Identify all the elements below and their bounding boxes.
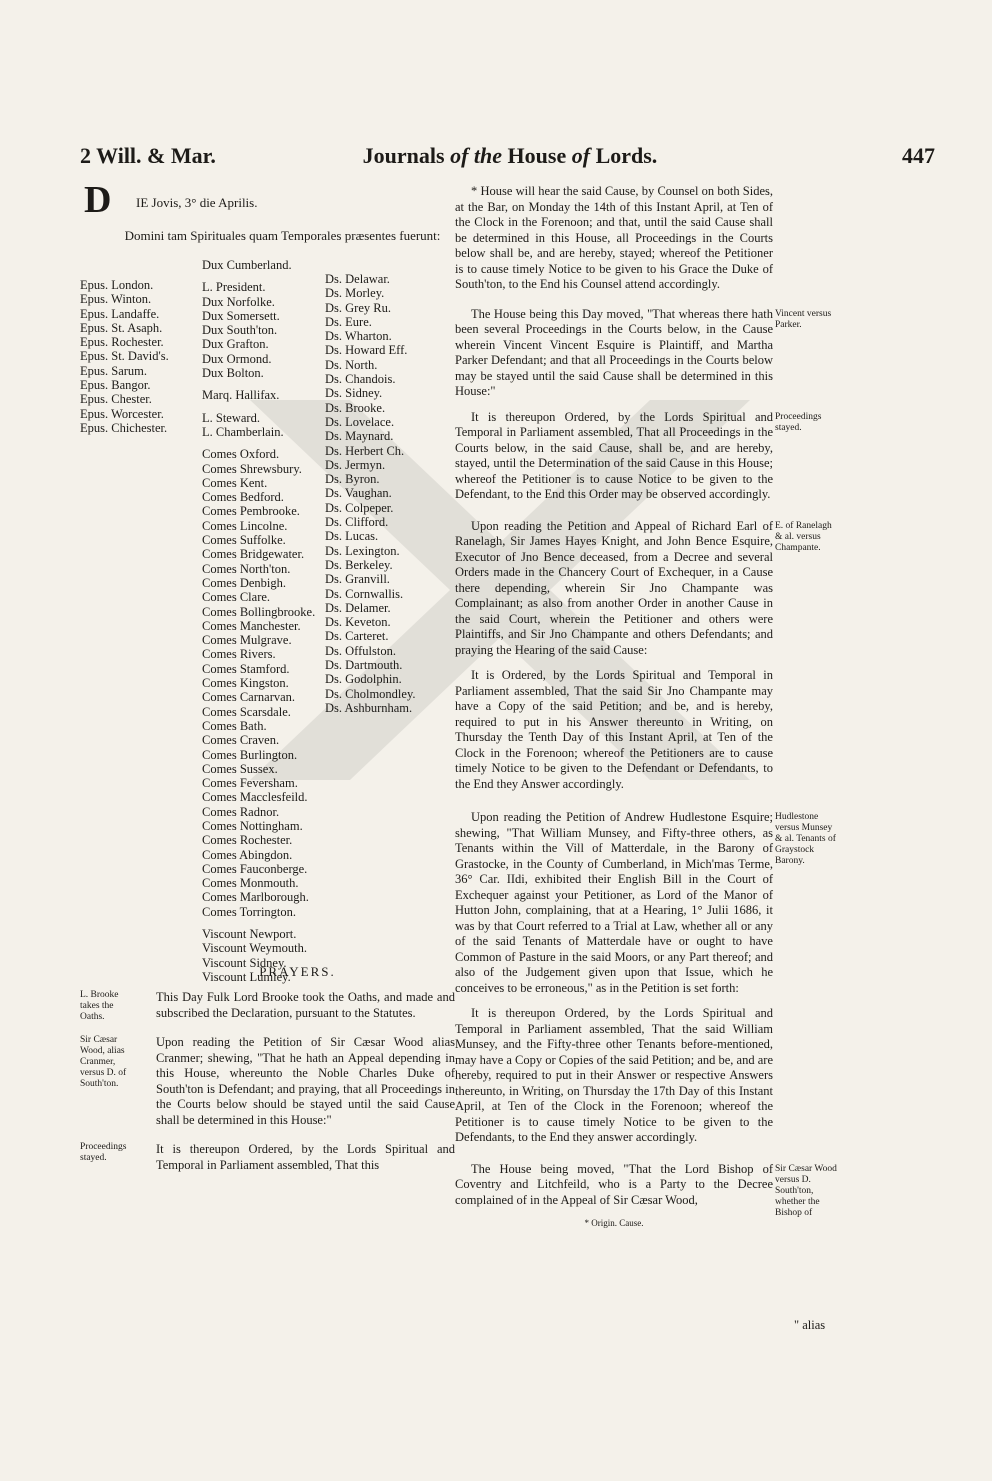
entry-paragraph: It is thereupon Ordered, by the Lords Spiritual and Temporal in Parliament assembled, That all Proceedings in the Courts below, in the said Cause, shall be, and are hereby, stayed, until the Determination of the said Cause in this House; whereof the Petitioner is to cause Notice to be given to the Defendant, to the End this Order may be observed accordingly. (455, 409, 773, 501)
peer-earl: Comes Nottingham. (202, 818, 303, 833)
header-title-house: House (507, 143, 567, 168)
peer-duke: Dux Grafton. (202, 337, 269, 352)
peer-baron: Ds. Grey Ru. (325, 300, 391, 315)
margin-note: Proceedings stayed. (775, 411, 822, 433)
peer-viscount: Viscount Newport. (202, 927, 297, 942)
peer-baron: Ds. Wharton. (325, 329, 392, 344)
peer-baron: Ds. North. (325, 357, 378, 372)
peer-baron: Ds. Delawar. (325, 272, 390, 286)
peer-baron: Ds. Cornwallis. (325, 586, 404, 601)
peer-baron: Ds. Dartmouth. (325, 658, 403, 673)
peer-duke: L. President. (202, 280, 266, 295)
peer-duke: L. Chamberlain. (202, 424, 284, 439)
peer-earl: Comes Denbigh. (202, 575, 287, 590)
entry-paragraph: The House being moved, "That the Lord Bishop of Coventry and Litchfeild, who is a Party to the Decree complained of in the Appeal of Sir Cæsar Wood, (455, 1161, 773, 1207)
right-column (455, 184, 837, 1228)
peer-baron: Ds. Herbert Ch. (325, 443, 405, 458)
peer-viscount: Viscount Sidney. (202, 955, 287, 970)
peer-baron: Ds. Howard Eff. (325, 343, 408, 358)
peer-baron: Ds. Cholmondley. (325, 686, 416, 701)
catchword: " alias (794, 1318, 826, 1332)
entry-text: This Day Fulk Lord Brooke took the Oaths, and made and subscribed the Declaration, pursuant to the Statutes. (156, 990, 455, 1020)
right-entry (455, 184, 773, 293)
gap (202, 403, 315, 411)
peer-duke: L. Steward. (202, 410, 260, 425)
peer-baron: Ds. Berkeley. (325, 557, 393, 572)
peer-baron: Ds. Colpeper. (325, 500, 394, 515)
peer-baron: Ds. Eure. (325, 314, 372, 329)
barons-column (325, 272, 416, 715)
peer-baron: Ds. Lovelace. (325, 414, 395, 429)
peer-baron: Ds. Godolphin. (325, 672, 402, 687)
drop-cap: D (84, 179, 112, 221)
peer-earl: Comes Suffolke. (202, 533, 286, 548)
entry-paragraph: Upon reading the Petition and Appeal of Richard Earl of Ranelagh, Sir James Hayes Knight, and John Bence Esquire, Executor of Jno Bence deceased, from a Decree and several Orders made in the Chancery Court of Exchequer, in a Cause there depending, wherein Sir Jno Champante was Complainant; as also from another Order in another Cause in the said Court, wherein the Petitioner and others were Plaintiffs, and Sir Jno Champante and others Defendants; and praying the Hearing of the said Cause: (455, 518, 773, 657)
margin-note: L. Brooke takes the Oaths. (80, 990, 119, 1022)
prayers-heading: PRAYERS. (259, 964, 336, 979)
peer-earl: Comes Carnarvan. (202, 690, 296, 705)
peer-earl: Comes Scarsdale. (202, 704, 291, 719)
margin-note: Hudlestone versus Munsey & al. Tenants of Graystock Barony. (775, 812, 836, 866)
dateline (84, 179, 455, 222)
peer-baron: Ds. Keveton. (325, 615, 391, 630)
peer-duke: Dux Ormond. (202, 351, 272, 366)
peer-earl: Comes Lincolne. (202, 518, 288, 533)
peer-earl: Comes Kingston. (202, 676, 289, 691)
peer-viscount: Viscount Weymouth. (202, 941, 307, 956)
peer-bishop: Epus. Rochester. (80, 335, 164, 350)
right-entry (455, 1161, 837, 1218)
peer-bishop: Epus. Landaffe. (80, 306, 160, 321)
peer-earl: Comes Torrington. (202, 904, 297, 919)
peer-earl: Comes Bollingbrooke. (202, 604, 316, 619)
peer-earl: Comes Radnor. (202, 804, 280, 819)
peer-baron: Ds. Ashburnham. (325, 700, 413, 715)
peer-bishop: Epus. St. Asaph. (80, 320, 163, 335)
peer-earl: Comes Kent. (202, 475, 268, 490)
peer-earl: Comes Marlborough. (202, 890, 309, 905)
gap (202, 272, 315, 280)
peer-earl: Comes Monmouth. (202, 876, 299, 891)
right-entry (455, 518, 832, 659)
peer-bishop: Epus. Sarum. (80, 363, 148, 378)
peer-earl: Comes Mulgrave. (202, 633, 292, 648)
dateline-text: IE Jovis, 3° die Aprilis. (136, 195, 258, 210)
peer-earl: Comes Macclesfeild. (202, 790, 308, 805)
peer-baron: Ds. Lexington. (325, 543, 400, 558)
attendance-heading: Domini tam Spirituales quam Temporales præsentes fuerunt: (124, 228, 441, 243)
peer-earl: Comes Clare. (202, 590, 271, 605)
right-entry (455, 306, 832, 400)
peer-baron: Ds. Vaughan. (325, 486, 392, 501)
peer-duke: Dux Somersett. (202, 308, 280, 323)
margin-note: Sir Cæsar Wood, alias Cranmer, versus D. of South'ton. (80, 1035, 127, 1089)
margin-note: E. of Ranelagh & al. versus Champante. (775, 520, 832, 553)
header-title-lords: Lords. (595, 143, 658, 168)
peer-bishop: Epus. Winton. (80, 292, 152, 307)
page-number: 447 (902, 143, 935, 168)
peer-baron: Ds. Lucas. (325, 529, 379, 544)
peer-duke: Dux South'ton. (202, 323, 278, 338)
peer-earl: Comes Burlington. (202, 747, 298, 762)
peer-duke: Marq. Hallifax. (202, 388, 280, 403)
left-entries (80, 990, 455, 1173)
peer-bishop: Epus. Chichester. (80, 420, 168, 435)
footnote: * Origin. Cause. (584, 1218, 644, 1228)
peer-baron: Ds. Maynard. (325, 429, 394, 444)
entry-paragraph: It is Ordered, by the Lords Spiritual and Temporal in Parliament assembled, That the said Sir Jno Champante may have a Copy of the said Petition; and be, and is hereby, required to put in his Answer thereunto in Writing, on Thursday the Tenth Day of this Instant April, at Ten of the Clock in the Forenoon; whereof the Petitioners are to cause timely Notice to be given to the Defendant or Defendants, to the End they Answer accordingly. (455, 668, 773, 791)
header-regnal-year: 2 Will. & Mar. (80, 143, 216, 168)
entry-paragraph: Upon reading the Petition of Andrew Hudlestone Esquire; shewing, "That William Munsey, and Fifty-three others, as Tenants within the Vill of Matterdale, in the Barony of Grastocke, in the County of Cumberland, in Mich'mas Terme, 36° Car. IIdi, exhibited their English Bill in the Court of Exchequer against your Petitioner, as Lord of the Manor of Hutton John, complaining, that at a Hearing, 1° Julii 1686, it was by that Court referred to a Trial at Law, whether all or any of the said Tenants of Matterdale have or ought to have Common of Pasture in the said Moors, or any Part thereof; and also of the Judgement given upon that Issue, which he conceives to be erroneous," as in the Petition is set forth: (455, 810, 773, 995)
margin-note: Vincent versus Parker. (775, 308, 832, 330)
peer-baron: Ds. Brooke. (325, 400, 386, 415)
peer-bishop: Epus. Worcester. (80, 406, 164, 421)
peer-earl: Comes North'ton. (202, 561, 291, 576)
page-header (80, 143, 935, 177)
peer-bishop: Epus. Chester. (80, 392, 152, 407)
peer-bishop: Epus. Bangor. (80, 378, 151, 393)
margin-note: Proceedings stayed. (80, 1142, 127, 1163)
margin-note: Sir Cæsar Wood versus D. South'ton, whether the Bishop of (775, 1163, 837, 1218)
header-title-of2: of (571, 143, 591, 168)
peer-baron: Ds. Morley. (325, 286, 385, 301)
right-entry (455, 409, 822, 503)
left-entry (80, 990, 455, 1021)
entry-text: Upon reading the Petition of Sir Cæsar Wood alias Cranmer; shewing, "That he hath an Appeal depending in this House, whereunto the Noble Charles Duke of South'ton is Defendant; and praying, that all Proceedings in the Courts below should be stayed until the said Cause shall be determined in this House:" (156, 1035, 455, 1127)
entry-text: It is thereupon Ordered, by the Lords Spiritual and Temporal in Parliament assembled, That this (156, 1142, 455, 1172)
header-title-journals: Journals (362, 143, 445, 168)
peer-bishop: Epus. London. (80, 278, 154, 292)
peer-baron: Ds. Sidney. (325, 386, 383, 401)
dukes-earls-column (202, 258, 315, 984)
peer-earl: Comes Sussex. (202, 761, 278, 776)
peer-duke: Dux Bolton. (202, 366, 264, 381)
peer-earl: Comes Manchester. (202, 618, 301, 633)
gap (202, 919, 315, 927)
header-title-of1: of (450, 143, 469, 168)
left-entry (80, 1142, 455, 1173)
peer-earl: Comes Bath. (202, 718, 267, 733)
peer-bishop: Epus. St. David's. (80, 349, 169, 364)
peer-earl: Comes Abingdon. (202, 847, 293, 862)
peer-viscount: Viscount Lumley. (202, 969, 291, 984)
peer-baron: Ds. Carteret. (325, 629, 389, 644)
peer-duke: Dux Norfolke. (202, 294, 275, 309)
peer-earl: Comes Feversham. (202, 776, 298, 791)
peer-baron: Ds. Clifford. (325, 515, 389, 530)
peer-baron: Ds. Delamer. (325, 600, 391, 615)
left-column (80, 179, 455, 1173)
entry-paragraph: The House being this Day moved, "That whereas there hath been several Proceedings in the Courts below, in the Cause wherein Vincent Vincent Esquire is Plaintiff, and Martha Parker Defendant; and that all Proceedings in the Courts below may be stayed until the said Cause shall be determined in this House:" (455, 306, 773, 398)
peer-earl: Comes Bridgewater. (202, 547, 305, 562)
peer-earl: Comes Stamford. (202, 661, 290, 676)
peer-earl: Comes Pembrooke. (202, 504, 300, 519)
peer-baron: Ds. Jermyn. (325, 457, 386, 472)
peer-baron: Ds. Byron. (325, 472, 380, 487)
peer-earl: Comes Fauconberge. (202, 861, 308, 876)
entry-paragraph: * House will hear the said Cause, by Counsel on both Sides, at the Bar, on Monday the 14th of this Instant April, at Ten of the Clock in the Forenoon; and that, until the said Cause shall be determined in this House, all Proceedings in the Courts below shall be, and are hereby, stayed; whereof the Petitioner is to cause timely Notice to be given to his Grace the Duke of South'ton, to the End his Counsel attend accordingly. (455, 184, 773, 291)
gap (202, 439, 315, 447)
peer-baron: Ds. Granvill. (325, 572, 390, 587)
peer-earl: Comes Rochester. (202, 833, 293, 848)
bishops-column (80, 278, 169, 435)
header-title-the: the (473, 143, 503, 168)
peer-baron: Ds. Offulston. (325, 643, 396, 658)
gap (202, 380, 315, 388)
peer-earl: Comes Oxford. (202, 447, 280, 462)
entry-paragraph: It is thereupon Ordered, by the Lords Spiritual and Temporal in Parliament assembled, That the said William Munsey, and the Fifty-three other Tenants before-mentioned, may have a Copy or Copies of the said Petition; and be, and are hereby, required to put in their Answer or respective Answers thereunto, in Writing, on Thursday the 17th Day of this Instant April, at Ten of the Clock in the Forenoon; whereof the Petitioner is to cause timely Notice to be given to the Defendants, to the End they answer accordingly. (455, 1006, 773, 1144)
right-entry (455, 1006, 773, 1146)
peer-earl: Comes Shrewsbury. (202, 461, 302, 476)
right-entry (455, 668, 773, 792)
peer-baron: Ds. Chandois. (325, 372, 396, 387)
peer-earl: Comes Rivers. (202, 647, 276, 662)
header-title (320, 143, 700, 169)
right-entry (455, 810, 836, 996)
peer-earl: Comes Bedford. (202, 490, 284, 505)
left-entry (80, 1035, 455, 1128)
peer-duke: Dux Cumberland. (202, 258, 292, 272)
peer-earl: Comes Craven. (202, 733, 280, 748)
